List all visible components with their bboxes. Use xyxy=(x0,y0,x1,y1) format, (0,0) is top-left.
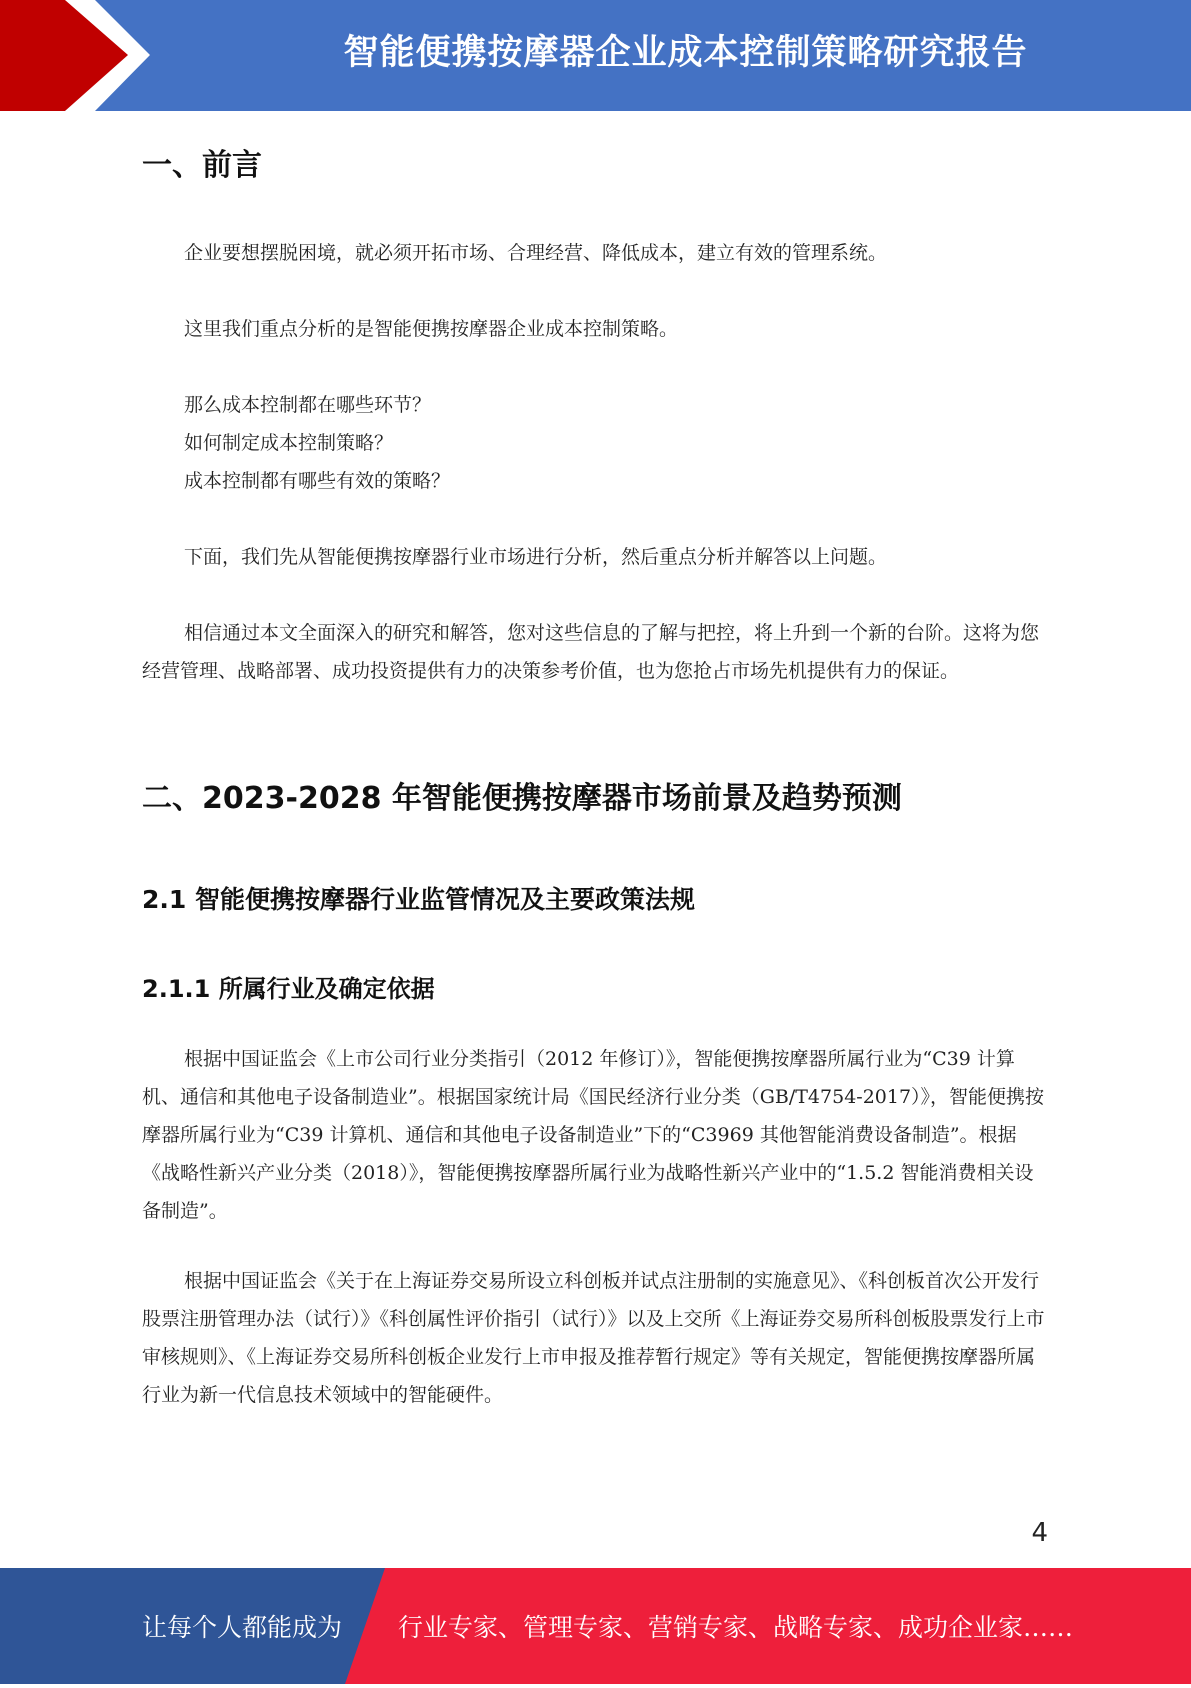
paragraph: 这里我们重点分析的是智能便携按摩器企业成本控制策略。 xyxy=(184,318,679,340)
question-line: 那么成本控制都在哪些环节？ xyxy=(184,394,432,416)
page-number: 4 xyxy=(1031,1518,1048,1548)
subsubsection-heading: 2.1.1 所属行业及确定依据 xyxy=(142,975,435,1003)
paragraph: 根据中国证监会《关于在上海证券交易所设立科创板并试点注册制的实施意见》、《科创板首次公开发行股票注册管理办法（试行）》《科创属性评价指引（试行）》以及上交所《上海证券交易所科创板股票发行上市审核规则》、《上海证券交易所科创板企业发行上市申报及推荐暂行规定》等有关规定，智能便携按摩器所属行业为新一代信息技术领域中的智能硬件。 xyxy=(142,1270,1045,1406)
paragraph: 根据中国证监会《上市公司行业分类指引（2012 年修订）》，智能便携按摩器所属行业为“C39 计算机、通信和其他电子设备制造业”。根据国家统计局《国民经济行业分类（GB/T4754-2017）》，智能便携按摩器所属行业为“C39 计算机、通信和其他电子设备制造业”下的“C3969 其他智能消费设备制造”。根据《战略性新兴产业分类（2018）》，智能便携按摩器所属行业为战略性新兴产业中的“1.5.2 智能消费相关设备制造”。 xyxy=(142,1048,1045,1222)
page-header xyxy=(0,0,1191,111)
paragraph: 下面，我们先从智能便携按摩器行业市场进行分析，然后重点分析并解答以上问题。 xyxy=(184,546,888,568)
question-line: 如何制定成本控制策略？ xyxy=(184,432,394,454)
page-footer xyxy=(0,1568,1191,1684)
question-line: 成本控制都有哪些有效的策略？ xyxy=(184,470,451,492)
footer-slogan-left: 让每个人都能成为 xyxy=(142,1613,343,1642)
section-heading-preface: 一、前言 xyxy=(142,148,262,183)
subsection-heading: 2.1 智能便携按摩器行业监管情况及主要政策法规 xyxy=(142,885,695,914)
paragraph: 企业要想摆脱困境，就必须开拓市场、合理经营、降低成本，建立有效的管理系统。 xyxy=(184,242,888,264)
footer-slogan-right: 行业专家、管理专家、营销专家、战略专家、成功企业家…… xyxy=(398,1613,1074,1642)
section-heading-market-outlook: 二、2023-2028 年智能便携按摩器市场前景及趋势预测 xyxy=(142,781,902,816)
paragraph: 相信通过本文全面深入的研究和解答，您对这些信息的了解与把控，将上升到一个新的台阶。这将为您经营管理、战略部署、成功投资提供有力的决策参考价值，也为您抢占市场先机提供有力的保证。 xyxy=(142,622,1040,682)
report-title: 智能便携按摩器企业成本控制策略研究报告 xyxy=(343,33,1028,73)
